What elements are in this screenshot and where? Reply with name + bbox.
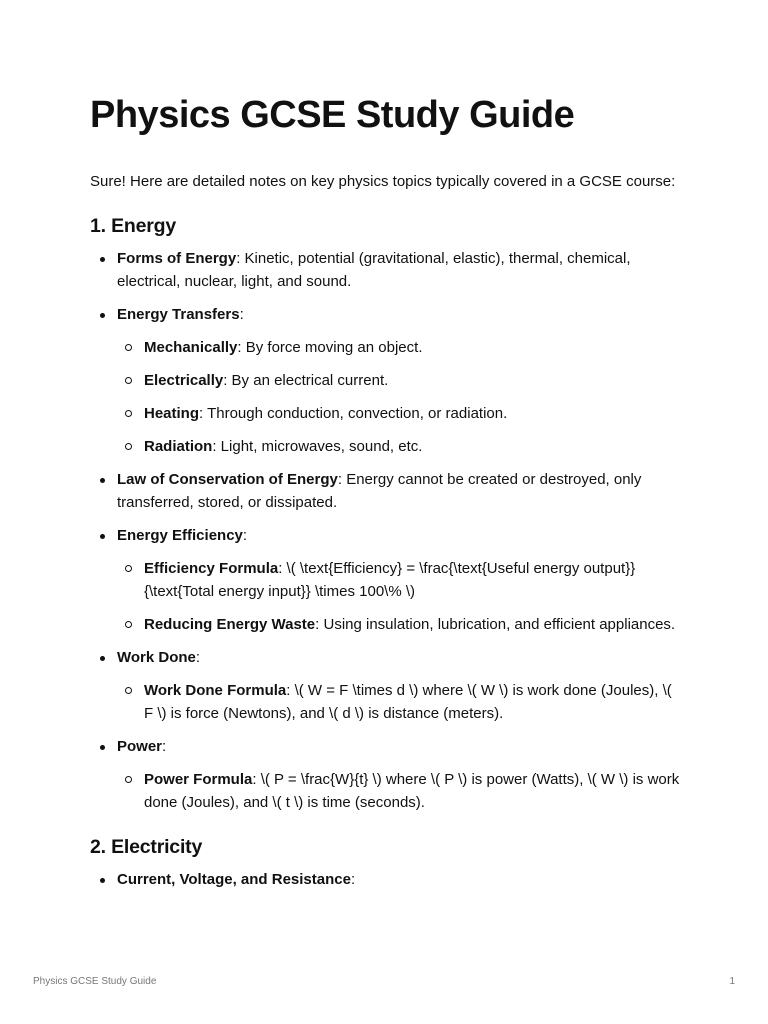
sub-list-item	[144, 557, 680, 603]
sub-list-item	[144, 679, 680, 725]
sub-list-item-text: : \( P = \frac{W}{t} \) where \( P \) is power (Watts), \( W \) is work done (Joules), and \( t \) is time (seconds).	[144, 771, 680, 811]
sub-list-item	[144, 369, 680, 392]
footer-title: Physics GCSE Study Guide	[33, 976, 157, 987]
document-page	[90, 92, 680, 901]
sub-list-item	[144, 435, 680, 458]
sub-list-item-text: : By force moving an object.	[237, 339, 423, 356]
sub-list-item-term: Work Done Formula	[144, 682, 287, 699]
electricity-list	[90, 868, 680, 891]
sub-list-item-term: Efficiency Formula	[144, 560, 279, 577]
energy-list	[90, 247, 680, 814]
list-item-text: :	[242, 527, 248, 544]
sub-list	[117, 336, 680, 458]
list-item-term: Law of Conservation of Energy	[117, 471, 338, 488]
sub-list	[117, 557, 680, 636]
list-item-text: : Energy cannot be created or destroyed, only transferred, stored, or dissipated.	[117, 471, 642, 511]
list-item-term: Power	[117, 738, 163, 755]
sub-list	[117, 679, 680, 725]
list-item-text: :	[239, 306, 244, 323]
sub-list-item-term: Radiation	[144, 438, 213, 455]
sub-list-item-term: Power Formula	[144, 771, 253, 788]
section-heading-electricity: 2. Electricity	[90, 836, 203, 858]
page-title: Physics GCSE Study Guide	[90, 94, 575, 136]
list-item-term: Energy Efficiency	[117, 527, 243, 544]
sub-list-item-term: Mechanically	[144, 339, 238, 356]
sub-list-item	[144, 613, 680, 636]
sub-list-item-text: : Light, microwaves, sound, etc.	[212, 438, 423, 455]
sub-list-item-term: Reducing Energy Waste	[144, 616, 316, 633]
list-item-text: : Kinetic, potential (gravitational, elastic), thermal, chemical, electrical, nuclear, light, and sound.	[117, 250, 631, 290]
sub-list-item-text: : \( W = F \times d \) where \( W \) is work done (Joules), \( F \) is force (Newtons), and \( d \) is distance (meters).	[144, 682, 672, 722]
list-item-text: :	[195, 649, 201, 666]
list-item	[117, 735, 680, 814]
list-item	[117, 524, 680, 636]
list-item-term: Work Done	[117, 649, 196, 666]
section-heading-energy: 1. Energy	[90, 215, 176, 237]
sub-list-item	[144, 768, 680, 814]
sub-list-item-text: : \( \text{Efficiency} = \frac{\text{Useful energy output}}{\text{Total energy input}} \times 100\% \)	[144, 560, 636, 600]
sub-list-item-text: : By an electrical current.	[223, 372, 389, 389]
list-item	[117, 646, 680, 725]
sub-list-item	[144, 402, 680, 425]
sub-list-item-text: : Using insulation, lubrication, and efficient appliances.	[315, 616, 676, 633]
sub-list-item	[144, 336, 680, 359]
list-item-term: Forms of Energy	[117, 250, 237, 267]
footer-page-number: 1	[729, 976, 735, 987]
sub-list	[117, 768, 680, 814]
sub-list-item-text: : Through conduction, convection, or radiation.	[199, 405, 508, 422]
list-item-text: :	[350, 871, 356, 888]
list-item	[117, 303, 680, 458]
sub-list-item-term: Electrically	[144, 372, 224, 389]
list-item-term: Current, Voltage, and Resistance	[117, 871, 351, 888]
intro-paragraph: Sure! Here are detailed notes on key physics topics typically covered in a GCSE course:	[90, 173, 676, 190]
list-item-term: Energy Transfers	[117, 306, 240, 323]
sub-list-item-term: Heating	[144, 405, 200, 422]
list-item-text: :	[162, 738, 167, 755]
list-item	[117, 247, 680, 293]
list-item	[117, 868, 680, 891]
list-item	[117, 468, 680, 514]
